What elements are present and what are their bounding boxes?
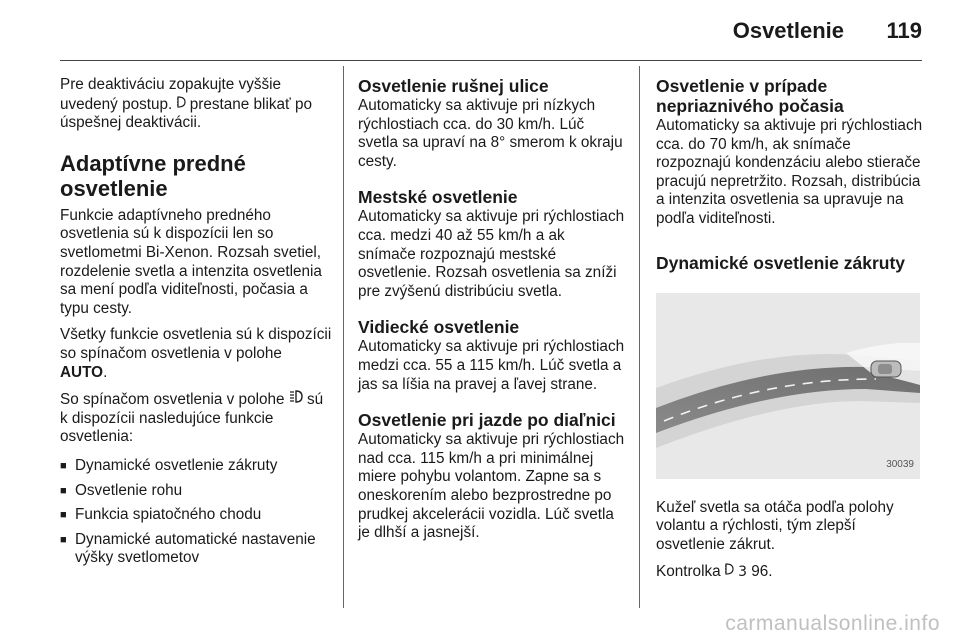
column-left xyxy=(60,76,332,574)
headlamp-warning-icon xyxy=(177,95,186,114)
list-item: ■ Dynamické osvetlenie zákruty xyxy=(60,457,332,476)
paragraph: Automaticky sa aktivuje pri rýchlostiach cca. do 70 km/h, ak snímače rozpoznajú kondenzáciu alebo stierače pracujú nepretržito. Rozsah, distribúcia a intenzita osvetlenia sa upravuje na podľa viditeľnosti. xyxy=(656,117,923,227)
paragraph: Funkcie adaptívneho predného osvetlenia sú k dispozícii len so svetlometmi Bi-Xenon. Rozsah svetiel, rozdelenie svetla a intenzita osvetlenia sa mení podľa viditeľnosti, počasia a typu cesty. xyxy=(60,206,322,317)
section-heading: Osvetlenie pri jazde po diaľnici xyxy=(358,410,616,431)
list-item: ■ Funkcia spiatočného chodu xyxy=(60,506,332,525)
page-number: 119 xyxy=(886,18,922,43)
figure-number: 30039 xyxy=(886,458,914,470)
paragraph: Automaticky sa aktivuje pri nízkych rýchlostiach cca. do 30 km/h. Lúč svetla sa upraví na 8° smerom k okraju cesty. xyxy=(358,97,623,170)
headlamp-warning-icon xyxy=(725,562,734,581)
header-rule xyxy=(60,60,922,61)
intro-paragraph: Pre deaktiváciu zopakujte vyššie uvedený postup. prestane blikať po úspešnej deaktivácii. xyxy=(60,76,313,132)
section-heading: Dynamické osvetlenie zákruty xyxy=(656,252,906,273)
column-divider-1 xyxy=(343,66,344,608)
page-reference: Kontrolka 3 96. xyxy=(656,563,773,581)
auto-label: AUTO xyxy=(60,363,104,381)
page-header xyxy=(60,14,922,58)
paragraph: Všetky funkcie osvetlenia sú k dispozícii so spínačom osvetlenia v polohe AUTO. xyxy=(60,326,332,381)
paragraph: Automaticky sa aktivuje pri rýchlostiach cca. medzi 40 až 55 km/h a ak snímače rozpoznajú mestské osvetlenie. Rozsah osvetlenia sa zníži pre zvýšenú distribúciu svetla. xyxy=(358,208,625,300)
page-reference-arrow-icon: 3 xyxy=(738,564,748,581)
column-right xyxy=(656,76,924,590)
road-curve-graphic xyxy=(656,293,920,479)
paragraph: So spínačom osvetlenia v polohe sú k dispozícii nasledujúce funkcie osvetlenia: xyxy=(60,391,324,446)
section-heading-adaptive-lighting: Adaptívne predné osvetlenie xyxy=(60,150,246,201)
paragraph: Automaticky sa aktivuje pri rýchlostiach nad cca. 115 km/h a pri minimálnej miere pohybu volantom. Zapne sa s oneskorením alebo bezprostredne po prudkej akcelerácii vozidla. Lúč svetla je dlhší a jasnejší. xyxy=(358,431,625,542)
section-heading: Mestské osvetlenie xyxy=(358,187,518,208)
section-heading: Osvetlenie rušnej ulice xyxy=(358,76,549,96)
paragraph: Automaticky sa aktivuje pri rýchlostiach medzi cca. 55 a 115 km/h. Lúč svetla a jas sa líšia na pravej a ľavej strane. xyxy=(358,338,625,393)
lighting-functions-list xyxy=(60,457,332,568)
figure-caption: Kužeľ svetla sa otáča podľa polohy volantu a rýchlosti, tým zlepší osvetlenie zákrut. xyxy=(656,498,894,553)
column-divider-2 xyxy=(639,66,640,608)
auto-light-switch-icon xyxy=(289,390,303,409)
page-title: Osvetlenie xyxy=(732,18,844,43)
watermark: carmanualsonline.info xyxy=(725,612,940,635)
section-heading: Vidiecké osvetlenie xyxy=(358,317,520,338)
list-item: ■ Osvetlenie rohu xyxy=(60,482,332,501)
column-middle xyxy=(358,76,626,551)
section-heading: Osvetlenie v prípade nepriaznivého počasia xyxy=(656,76,844,116)
list-item: ■ Dynamické automatické nastavenie výšky svetlometov xyxy=(60,531,332,568)
cornering-light-illustration xyxy=(656,293,920,479)
